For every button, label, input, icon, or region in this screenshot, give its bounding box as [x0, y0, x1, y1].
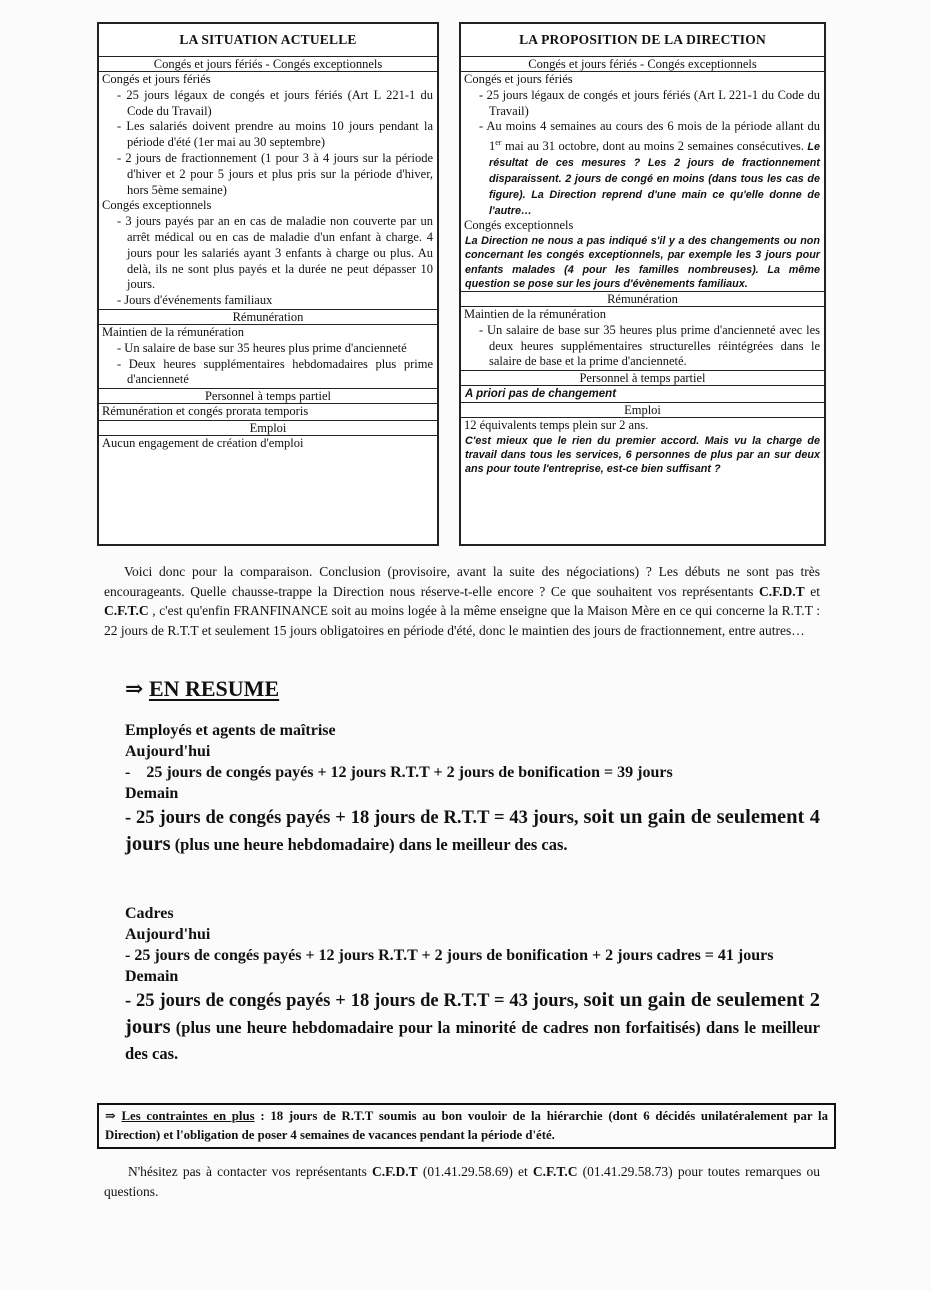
section-header-remuneration: Rémunération — [461, 291, 824, 307]
section-header-temps-partiel: Personnel à temps partiel — [99, 388, 437, 404]
section-header-conges: Congés et jours fériés - Congés exceptionnels — [461, 57, 824, 72]
arrow-right-icon: ⇒ — [105, 1109, 116, 1123]
bullet-overtime: - Deux heures supplémentaires hebdomadaires plus prime d'ancienneté — [117, 356, 433, 387]
comment-fractionnement: Le résultat de ces mesures ? Les 2 jours de fractionnement disparaissent. 2 jours de congé en moins (dans tous les cas de figure). La Direction reprend d'une main ce qu'elle donne de l'autre… — [489, 141, 820, 217]
cadres-tomorrow: - 25 jours de congés payés + 18 jours de R.T.T = 43 jours, soit un gain de seulement 2 jours (plus une heure hebdomadaire pour la minorité de cadres non forfaitisés) dans le meilleur des cas. — [125, 989, 820, 1063]
bullet-sick-days: - 3 jours payés par an en cas de maladie non couverte par un arrêt médical ou en cas de maladie d'un enfant à charge. 4 jours pour les salariés ayant 3 enfants à charge ou plus. Au delà, ils ne sont plus payés et la durée ne peut dépasser 10 jours. — [117, 214, 433, 292]
section-header-temps-partiel: Personnel à temps partiel — [461, 370, 824, 386]
constraints-label: Les contraintes en plus — [121, 1109, 255, 1123]
cadres-tomorrow-label: Demain — [125, 968, 179, 985]
employes-tomorrow-label: Demain — [125, 785, 179, 802]
employes-title: Employés et agents de maîtrise — [125, 722, 336, 739]
section-header-emploi: Emploi — [99, 420, 437, 436]
cadres-today-label: Aujourd'hui — [125, 926, 211, 943]
bullet-base-salary: - Un salaire de base sur 35 heures plus prime d'ancienneté avec les deux heures supplémentaires structurelles réintégrées dans le salaire de base et la prime d'ancienneté. — [479, 322, 820, 369]
contact-footer: N'hésitez pas à contacter vos représentants C.F.D.T (01.41.29.58.69) et C.F.T.C (01.41.29.58.73) pour toutes remarques ou questions. — [104, 1164, 820, 1199]
section-header-remuneration: Rémunération — [99, 309, 437, 325]
direction-proposal-title: LA PROPOSITION DE LA DIRECTION — [461, 24, 824, 57]
comment-exceptional-leave: La Direction ne nous a pas indiqué s'il y a des changements ou non concernant les congés exceptionnels, par exemple les 3 jours pour enfants malades (4 pour les familles nombreuses). La même question se pose sur les jours d'évènements familiaux. — [465, 235, 820, 290]
subheading-conges-feries: Congés et jours fériés — [464, 72, 573, 86]
cadres-today: - 25 jours de congés payés + 12 jours R.T.T + 2 jours de bonification + 2 jours cadres = 41 jours — [125, 947, 774, 964]
subheading-conges-exceptionnels: Congés exceptionnels — [464, 218, 574, 233]
summary-heading: ⇒ EN RESUME — [125, 676, 280, 701]
bullet-legal-days: - 25 jours légaux de congés et jours fériés (Art L 221-1 du Code du Travail) — [117, 87, 433, 118]
bullet-four-weeks: - Au moins 4 semaines au cours des 6 mois de la période allant du 1er mai au 31 octobre, dont au moins 2 semaines consécutives. Le résultat de ces mesures ? Les 2 jours de fractionnement disparaissent. 2 jours de congé en moins (dans tous les cas de figure). La Direction reprend d'une main ce qu'elle donne de l'autre… — [479, 119, 820, 217]
emploi-text: 12 équivalents temps plein sur 2 ans. — [464, 418, 649, 433]
comment-emploi: C'est mieux que le rien du premier accord. Mais vu la charge de travail dans tous les services, 6 personnes de plus par an sur deux ans pour toute l'entreprise, est-ce bien suffisant ? — [465, 434, 820, 476]
employes-tomorrow: - 25 jours de congés payés + 18 jours de R.T.T = 43 jours, soit un gain de seulement 4 jours (plus une heure hebdomadaire) dans le meilleur des cas. — [125, 806, 820, 855]
partiel-text: A priori pas de changement — [465, 388, 617, 401]
subheading-conges-exceptionnels: Congés exceptionnels — [102, 198, 212, 213]
subheading-maintien: Maintien de la rémunération — [102, 324, 244, 339]
subheading-conges-feries: Congés et jours fériés — [102, 72, 211, 86]
comparison-paragraph: Voici donc pour la comparaison. Conclusion (provisoire, avant la suite des négociations) ? Les débuts ne sont pas très encourageants. Quelle chausse-trappe la Direction nous réserve-t-elle encore ? Ce que souhaitent vos représentants C.F.D.T et C.F.T.C , c'est qu'enfin FRANFINANCE soit au moins logée à la même enseigne que la Maison Mère en ce qui concerne la R.T.T : 22 jours de R.T.T et seulement 15 jours obligatoires en période d'été, donc le maintien des jours de fractionnement, entre autres… — [104, 564, 820, 638]
employes-today-label: Aujourd'hui — [125, 743, 211, 760]
bullet-base-salary: - Un salaire de base sur 35 heures plus prime d'ancienneté — [117, 340, 407, 355]
cadres-summary — [125, 903, 820, 1067]
emploi-text: Aucun engagement de création d'emploi — [102, 435, 304, 450]
arrow-right-icon: ⇒ — [125, 676, 144, 701]
section-header-emploi: Emploi — [461, 402, 824, 418]
employes-today: - 25 jours de congés payés + 12 jours R.T.T + 2 jours de bonification = 39 jours — [125, 764, 673, 781]
employes-summary — [125, 720, 820, 858]
bullet-legal-days: - 25 jours légaux de congés et jours fériés (Art L 221-1 du Code du Travail) — [479, 87, 820, 118]
bullet-fractionnement: - 2 jours de fractionnement (1 pour 3 à 4 jours sur la période d'hiver et 2 pour 5 jours et plus pris sur la période d'hiver, hors 5ème semaine) — [117, 150, 433, 197]
bullet-summer-days: - Les salariés doivent prendre au moins 10 jours pendant la période d'été (1er mai au 30 septembre) — [117, 119, 433, 150]
bullet-family-events: - Jours d'événements familiaux — [117, 293, 273, 308]
direction-proposal-table — [459, 22, 826, 546]
subheading-maintien: Maintien de la rémunération — [464, 306, 606, 321]
partiel-text: Rémunération et congés prorata temporis — [102, 404, 309, 419]
section-header-conges: Congés et jours fériés - Congés exceptionnels — [99, 57, 437, 72]
current-situation-title: LA SITUATION ACTUELLE — [99, 24, 437, 57]
current-situation-table — [97, 22, 439, 546]
cadres-title: Cadres — [125, 905, 174, 922]
constraints-box: ⇒ Les contraintes en plus : 18 jours de R.T.T soumis au bon vouloir de la hiérarchie (dont 6 décidés unilatéralement par la Direction) et l'obligation de poser 4 semaines de vacances pendant la période d'été. — [97, 1103, 836, 1149]
